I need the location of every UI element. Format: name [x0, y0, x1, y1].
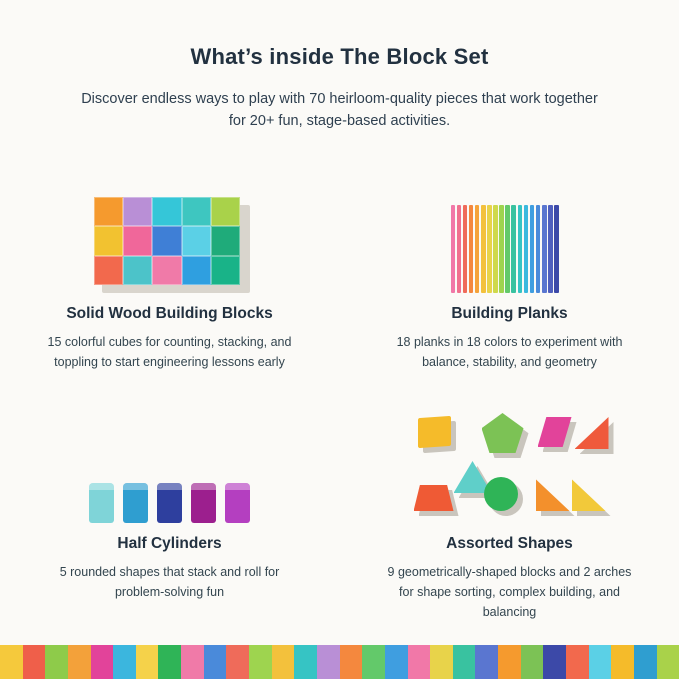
square-block	[418, 416, 451, 448]
cube-13	[152, 256, 181, 285]
stripe-cell-18	[385, 645, 408, 679]
stripe-cell-15	[317, 645, 340, 679]
plank-9	[499, 205, 504, 293]
plank-1	[451, 205, 456, 293]
triangle-block-red	[575, 417, 609, 449]
cube-8	[152, 226, 181, 255]
triangle-block-orange	[536, 479, 570, 511]
assorted-shapes-cluster	[410, 411, 610, 523]
stripe-cell-9	[181, 645, 204, 679]
half-cylinder-4	[191, 483, 216, 523]
stripe-cell-5	[91, 645, 114, 679]
feature-title-half-cylinders: Half Cylinders	[117, 535, 222, 552]
stripe-cell-28	[611, 645, 634, 679]
cube-1	[94, 197, 123, 226]
stripe-cell-12	[249, 645, 272, 679]
stripe-cell-16	[340, 645, 363, 679]
cube-12	[123, 256, 152, 285]
feature-assorted-shapes	[340, 398, 679, 622]
feature-building-planks	[340, 168, 679, 372]
cube-10	[211, 226, 240, 255]
stripe-cell-7	[136, 645, 159, 679]
feature-desc-assorted-shapes: 9 geometrically-shaped blocks and 2 arches for shape sorting, complex building, and balancing	[387, 565, 632, 619]
feature-title-building-planks: Building Planks	[451, 305, 568, 322]
plank-8	[493, 205, 498, 293]
stripe-cell-13	[272, 645, 295, 679]
page-subtitle: Discover endless ways to play with 70 heirloom-quality pieces that work together for 20+ fun, stage-based activities.	[81, 91, 598, 130]
plank-16	[542, 205, 547, 293]
stripe-cell-24	[521, 645, 544, 679]
plank-4	[469, 205, 474, 293]
triangle-block-yellow	[572, 479, 606, 511]
stripe-cell-25	[543, 645, 566, 679]
planks-image	[358, 168, 661, 293]
plank-10	[505, 205, 510, 293]
plank-5	[475, 205, 480, 293]
plank-3	[463, 205, 468, 293]
cube-4	[182, 197, 211, 226]
feature-half-cylinders	[0, 398, 339, 602]
cube-5	[211, 197, 240, 226]
plank-17	[548, 205, 553, 293]
assorted-shapes-image	[358, 398, 661, 523]
circle-block	[484, 477, 518, 511]
trapezoid-block	[414, 485, 454, 511]
feature-grid	[0, 168, 679, 628]
stripe-cell-21	[453, 645, 476, 679]
cube-2	[123, 197, 152, 226]
half-cylinder-2	[123, 483, 148, 523]
plank-15	[536, 205, 541, 293]
stripe-cell-20	[430, 645, 453, 679]
stripe-cell-19	[408, 645, 431, 679]
half-cylinders-image	[18, 398, 321, 523]
stripe-cell-26	[566, 645, 589, 679]
stripe-cell-23	[498, 645, 521, 679]
feature-desc-half-cylinders: 5 rounded shapes that stack and roll for problem-solving fun	[59, 565, 280, 599]
feature-title-solid-wood-building-blocks: Solid Wood Building Blocks	[66, 305, 273, 322]
pentagon-block	[482, 413, 524, 453]
plank-6	[481, 205, 486, 293]
half-cylinder-5	[225, 483, 250, 523]
plank-18	[554, 205, 559, 293]
plank-2	[457, 205, 462, 293]
cube-14	[182, 256, 211, 285]
cube-6	[94, 226, 123, 255]
stripe-cell-3	[45, 645, 68, 679]
feature-desc-building-planks: 18 planks in 18 colors to experiment with balance, stability, and geometry	[396, 335, 623, 369]
stripe-cell-27	[589, 645, 612, 679]
bottom-color-stripe	[0, 645, 679, 679]
page-title: What’s inside The Block Set	[190, 44, 489, 69]
planks-row	[451, 205, 559, 293]
feature-solid-wood-building-blocks	[0, 168, 339, 372]
half-cylinders-row	[84, 471, 256, 523]
cube-9	[182, 226, 211, 255]
feature-title-assorted-shapes: Assorted Shapes	[446, 535, 573, 552]
plank-7	[487, 205, 492, 293]
stripe-cell-1	[0, 645, 23, 679]
stripe-cell-11	[226, 645, 249, 679]
cube-grid	[94, 197, 241, 285]
cube-7	[123, 226, 152, 255]
stripe-cell-30	[657, 645, 679, 679]
stripe-cell-8	[158, 645, 181, 679]
plank-12	[518, 205, 523, 293]
stripe-cell-4	[68, 645, 91, 679]
stripe-cell-6	[113, 645, 136, 679]
cube-15	[211, 256, 240, 285]
stripe-cell-2	[23, 645, 46, 679]
plank-13	[524, 205, 529, 293]
stripe-cell-29	[634, 645, 657, 679]
half-cylinder-3	[157, 483, 182, 523]
stripe-cell-10	[204, 645, 227, 679]
stripe-cell-17	[362, 645, 385, 679]
cube-3	[152, 197, 181, 226]
plank-11	[511, 205, 516, 293]
cube-11	[94, 256, 123, 285]
feature-desc-solid-wood-building-blocks: 15 colorful cubes for counting, stacking, and toppling to start engineering lessons early	[47, 335, 292, 369]
cube-grid-image	[18, 168, 321, 293]
stripe-cell-14	[294, 645, 317, 679]
plank-14	[530, 205, 535, 293]
half-cylinder-1	[89, 483, 114, 523]
stripe-cell-22	[475, 645, 498, 679]
header	[0, 0, 679, 133]
